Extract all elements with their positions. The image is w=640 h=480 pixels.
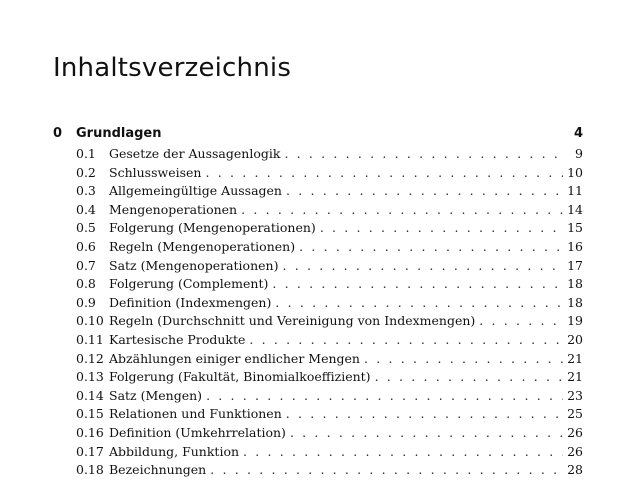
- dot-leader: [272, 276, 563, 291]
- toc-entry[interactable]: [53, 425, 583, 444]
- entry-page-number: 14: [567, 201, 583, 217]
- entry-page-number: 26: [567, 443, 583, 459]
- entry-number: 0.8: [76, 276, 96, 292]
- dot-leader: [243, 444, 563, 459]
- page-title: Inhaltsverzeichnis: [53, 53, 292, 83]
- toc-entry[interactable]: [53, 313, 583, 332]
- entry-page-number: 18: [567, 294, 583, 310]
- entry-number: 0.6: [76, 238, 96, 254]
- dot-leader: [210, 462, 563, 477]
- entry-page-number: 16: [567, 238, 583, 254]
- entry-title: Abbildung, Funktion: [109, 443, 240, 459]
- entry-number: 0.3: [76, 183, 96, 199]
- dot-leader: [284, 146, 563, 161]
- dot-leader: [364, 351, 563, 366]
- toc-entry[interactable]: [53, 332, 583, 351]
- toc-entry[interactable]: [53, 295, 583, 314]
- entry-title: Regeln (Durchschnitt und Vereinigung von Indexmengen): [109, 313, 476, 329]
- chapter-page-number: 4: [573, 126, 583, 141]
- entry-title: Abzählungen einiger endlicher Mengen: [109, 350, 360, 366]
- entry-page-number: 9: [575, 146, 583, 161]
- entry-title: Folgerung (Fakultät, Binomialkoeffizient): [109, 369, 371, 385]
- entry-number: 0.18: [76, 462, 104, 478]
- entry-number: 0.5: [76, 220, 96, 236]
- dot-leader: [479, 313, 563, 328]
- entry-title: Relationen und Funktionen: [109, 406, 282, 422]
- entry-page-number: 23: [567, 387, 583, 403]
- entry-title: Regeln (Mengenoperationen): [109, 238, 296, 254]
- entry-page-number: 21: [567, 369, 583, 385]
- dot-leader: [286, 406, 563, 421]
- dot-leader: [286, 183, 563, 198]
- entry-number: 0.16: [76, 424, 104, 440]
- entry-number: 0.17: [76, 443, 104, 459]
- dot-leader: [206, 388, 563, 403]
- toc-entry[interactable]: [53, 351, 583, 370]
- dot-leader: [320, 220, 563, 235]
- entry-page-number: 19: [567, 313, 583, 329]
- entry-title: Satz (Mengen): [109, 387, 203, 403]
- entry-number: 0.14: [76, 387, 104, 403]
- entry-number: 0.10: [76, 313, 104, 329]
- dot-leader: [275, 295, 563, 310]
- entry-title: Allgemeingültige Aussagen: [109, 183, 282, 199]
- entry-number: 0.11: [76, 331, 104, 347]
- toc-entry[interactable]: [53, 369, 583, 388]
- dot-leader: [249, 332, 563, 347]
- entry-title: Gesetze der Aussagenlogik: [109, 146, 281, 161]
- dot-leader: [282, 258, 563, 273]
- dot-leader: [375, 369, 563, 384]
- entry-page-number: 17: [567, 257, 583, 273]
- dot-leader: [290, 425, 563, 440]
- entry-title: Satz (Mengenoperationen): [109, 257, 279, 273]
- entry-title: Folgerung (Mengenoperationen): [109, 220, 316, 236]
- dot-leader: [241, 202, 563, 217]
- entry-number: 0.9: [76, 294, 96, 310]
- toc-entry[interactable]: [53, 146, 583, 165]
- entry-title: Bezeichnungen: [109, 462, 207, 478]
- table-of-contents: [53, 126, 583, 480]
- toc-entry[interactable]: [53, 220, 583, 239]
- entry-page-number: 15: [567, 220, 583, 236]
- entry-page-number: 18: [567, 276, 583, 292]
- entry-page-number: 25: [567, 406, 583, 422]
- entry-page-number: 21: [567, 350, 583, 366]
- chapter-number: 0: [53, 126, 63, 141]
- dot-leader: [299, 239, 563, 254]
- toc-entry[interactable]: [53, 462, 583, 480]
- entry-page-number: 26: [567, 424, 583, 440]
- dot-leader: [205, 165, 563, 180]
- entry-title: Definition (Umkehrrelation): [109, 424, 286, 440]
- toc-entry[interactable]: [53, 239, 583, 258]
- toc-entry[interactable]: [53, 276, 583, 295]
- toc-entry[interactable]: [53, 444, 583, 463]
- toc-chapter[interactable]: [53, 126, 583, 146]
- chapter-title: Grundlagen: [76, 126, 162, 141]
- entry-title: Schlussweisen: [109, 164, 202, 180]
- entry-number: 0.15: [76, 406, 104, 422]
- entry-title: Definition (Indexmengen): [109, 294, 272, 310]
- toc-entry[interactable]: [53, 406, 583, 425]
- toc-entry[interactable]: [53, 165, 583, 184]
- entry-number: 0.4: [76, 201, 96, 217]
- entry-number: 0.1: [76, 146, 96, 161]
- entry-number: 0.7: [76, 257, 96, 273]
- entry-number: 0.12: [76, 350, 104, 366]
- entry-page-number: 28: [567, 462, 583, 478]
- entry-title: Mengenoperationen: [109, 201, 238, 217]
- toc-entry[interactable]: [53, 202, 583, 221]
- entry-number: 0.13: [76, 369, 104, 385]
- entry-page-number: 11: [567, 183, 583, 199]
- entry-page-number: 20: [567, 331, 583, 347]
- toc-entry[interactable]: [53, 183, 583, 202]
- toc-entry[interactable]: [53, 388, 583, 407]
- entry-title: Folgerung (Complement): [109, 276, 269, 292]
- entry-title: Kartesische Produkte: [109, 331, 246, 347]
- toc-entry[interactable]: [53, 258, 583, 277]
- entry-number: 0.2: [76, 164, 96, 180]
- entry-page-number: 10: [567, 164, 583, 180]
